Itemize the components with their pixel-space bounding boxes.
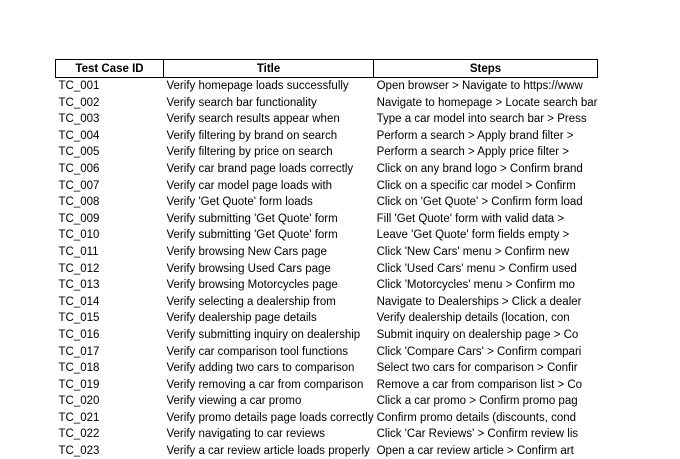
- cell-test-case-id[interactable]: TC_003: [58, 113, 100, 126]
- cell-test-case-id[interactable]: TC_023: [58, 445, 100, 458]
- cell-test-case-id[interactable]: TC_020: [58, 395, 100, 408]
- cell-test-case-id[interactable]: TC_018: [58, 362, 100, 375]
- cell-test-case-id[interactable]: TC_007: [58, 179, 100, 192]
- cell-steps[interactable]: Confirm promo details (discounts, cond: [376, 411, 577, 424]
- cell-steps[interactable]: Perform a search > Apply brand filter >: [376, 129, 574, 142]
- cell-title[interactable]: Verify search results appear when: [166, 113, 340, 126]
- cell-test-case-id[interactable]: TC_015: [58, 312, 100, 325]
- cell-title[interactable]: Verify browsing New Cars page: [166, 245, 327, 258]
- cell-test-case-id[interactable]: TC_022: [58, 428, 100, 441]
- cell-title[interactable]: Verify browsing Used Cars page: [166, 262, 331, 275]
- cell-steps[interactable]: Click 'Compare Cars' > Confirm compari: [376, 345, 582, 358]
- cell-steps[interactable]: Fill 'Get Quote' form with valid data >: [376, 212, 565, 225]
- cell-test-case-id[interactable]: TC_011: [58, 245, 99, 258]
- table-row: [56, 227, 598, 244]
- table-row: [56, 277, 598, 294]
- cell-test-case-id[interactable]: TC_005: [58, 146, 100, 159]
- cell-steps[interactable]: Remove a car from comparison list > Co: [376, 378, 583, 391]
- cell-test-case-id[interactable]: TC_010: [58, 229, 100, 242]
- cell-steps[interactable]: Navigate to homepage > Locate search bar: [376, 96, 598, 109]
- cell-steps[interactable]: Click 'Motorcycles' menu > Confirm mo: [376, 279, 575, 292]
- cell-steps[interactable]: Navigate to Dealerships > Click a dealer: [376, 295, 582, 308]
- table-row: [56, 178, 598, 195]
- table-row: [56, 344, 598, 361]
- cell-test-case-id[interactable]: TC_002: [58, 96, 100, 109]
- cell-title[interactable]: Verify car brand page loads correctly: [166, 162, 354, 175]
- cell-steps[interactable]: Type a car model into search bar > Press: [376, 113, 587, 126]
- cell-test-case-id[interactable]: TC_008: [58, 196, 100, 209]
- cell-title[interactable]: Verify submitting 'Get Quote' form: [166, 229, 338, 242]
- cell-test-case-id[interactable]: TC_001: [58, 80, 100, 92]
- table-row: [56, 377, 598, 394]
- cell-test-case-id[interactable]: TC_006: [58, 162, 100, 175]
- cell-title[interactable]: Verify submitting 'Get Quote' form: [166, 212, 338, 225]
- cell-title[interactable]: Verify adding two cars to comparison: [166, 362, 355, 375]
- cell-title[interactable]: Verify 'Get Quote' form loads: [166, 196, 313, 209]
- cell-title[interactable]: Verify car comparison tool functions: [166, 345, 349, 358]
- header-row: [56, 60, 598, 78]
- cell-title[interactable]: Verify dealership page details: [166, 312, 317, 325]
- cell-steps[interactable]: Open browser > Navigate to https://www: [376, 80, 583, 92]
- cell-steps[interactable]: Select two cars for comparison > Confir: [376, 362, 578, 375]
- table-row: [56, 95, 598, 112]
- table-row: [56, 360, 598, 377]
- cell-steps[interactable]: Click 'New Cars' menu > Confirm new: [376, 245, 570, 258]
- cell-title[interactable]: Verify browsing Motorcycles page: [166, 279, 338, 292]
- cell-test-case-id[interactable]: TC_012: [58, 262, 100, 275]
- table-row: [56, 294, 598, 311]
- cell-title[interactable]: Verify filtering by brand on search: [166, 129, 338, 142]
- cell-title[interactable]: Verify car model page loads with: [166, 179, 333, 192]
- table-row: [56, 443, 598, 459]
- cell-title[interactable]: Verify submitting inquiry on dealership: [166, 328, 361, 341]
- cell-title[interactable]: Verify viewing a car promo: [166, 395, 302, 408]
- header-test-case-id[interactable]: Test Case ID: [56, 60, 164, 78]
- table-row: [56, 194, 598, 211]
- test-case-table: [55, 59, 598, 459]
- cell-steps[interactable]: Click 'Car Reviews' > Confirm review lis: [376, 428, 579, 441]
- cell-test-case-id[interactable]: TC_013: [58, 279, 100, 292]
- cell-title[interactable]: Verify navigating to car reviews: [166, 428, 326, 441]
- cell-test-case-id[interactable]: TC_017: [58, 345, 100, 358]
- table-row: [56, 144, 598, 161]
- cell-title[interactable]: Verify selecting a dealership from: [166, 295, 336, 308]
- cell-title[interactable]: Verify a car review article loads properly: [166, 445, 370, 458]
- table-row: [56, 244, 598, 261]
- cell-steps[interactable]: Click 'Used Cars' menu > Confirm used: [376, 262, 577, 275]
- cell-title[interactable]: Verify removing a car from comparison: [166, 378, 364, 391]
- table-row: [56, 410, 598, 427]
- cell-title[interactable]: Verify filtering by price on search: [166, 146, 333, 159]
- cell-title[interactable]: Verify promo details page loads correctly: [166, 411, 374, 424]
- cell-test-case-id[interactable]: TC_009: [58, 212, 100, 225]
- table-row: [56, 327, 598, 344]
- cell-test-case-id[interactable]: TC_019: [58, 378, 100, 391]
- cell-title[interactable]: Verify homepage loads successfully: [166, 80, 349, 92]
- cell-steps[interactable]: Click on 'Get Quote' > Confirm form load: [376, 196, 583, 209]
- cell-steps[interactable]: Click a car promo > Confirm promo pag: [376, 395, 578, 408]
- cell-steps[interactable]: Click on any brand logo > Confirm brand: [376, 162, 583, 175]
- table-row: [56, 78, 598, 95]
- table-row: [56, 211, 598, 228]
- table-row: [56, 261, 598, 278]
- cell-test-case-id[interactable]: TC_021: [58, 411, 100, 424]
- cell-steps[interactable]: Verify dealership details (location, con: [376, 312, 570, 325]
- table-row: [56, 111, 598, 128]
- cell-steps[interactable]: Open a car review article > Confirm art: [376, 445, 574, 458]
- table-row: [56, 393, 598, 410]
- table-row: [56, 128, 598, 145]
- table-row: [56, 310, 598, 327]
- table-row: [56, 161, 598, 178]
- cell-steps[interactable]: Perform a search > Apply price filter >: [376, 146, 569, 159]
- cell-steps[interactable]: Leave 'Get Quote' form fields empty >: [376, 229, 570, 242]
- table-row: [56, 426, 598, 443]
- header-steps[interactable]: Steps: [374, 60, 598, 78]
- header-title[interactable]: Title: [164, 60, 374, 78]
- cell-test-case-id[interactable]: TC_014: [58, 295, 100, 308]
- cell-title[interactable]: Verify search bar functionality: [166, 96, 317, 109]
- cell-steps[interactable]: Submit inquiry on dealership page > Co: [376, 328, 579, 341]
- cell-test-case-id[interactable]: TC_004: [58, 129, 100, 142]
- cell-steps[interactable]: Click on a specific car model > Confirm: [376, 179, 576, 192]
- cell-test-case-id[interactable]: TC_016: [58, 328, 100, 341]
